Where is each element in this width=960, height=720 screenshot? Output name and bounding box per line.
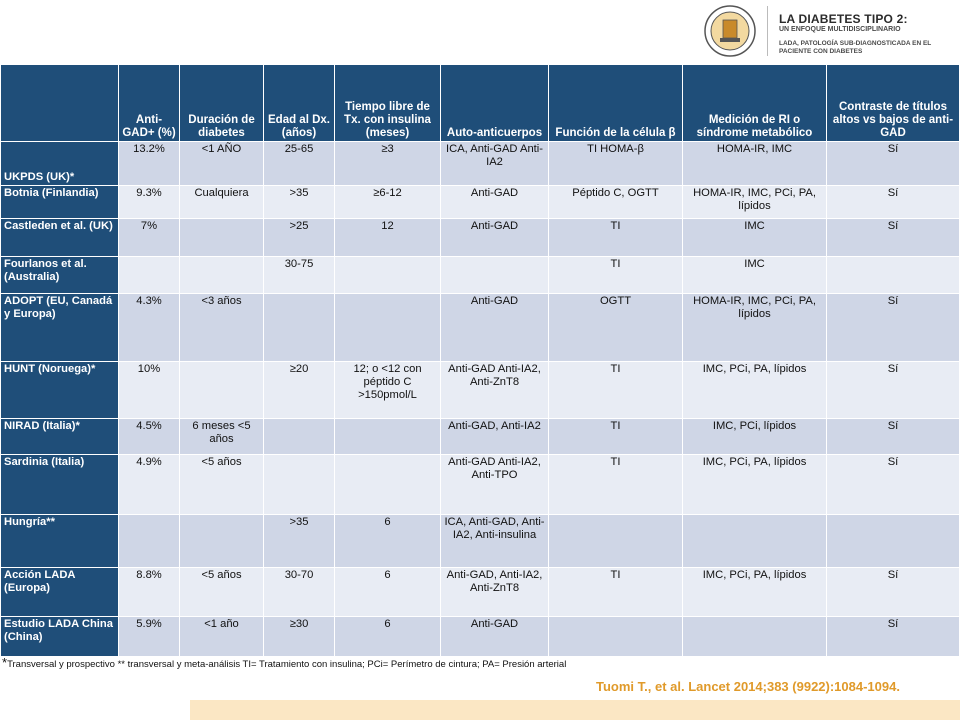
table-cell: Anti-GAD [441,219,549,257]
table-cell: TI [549,219,683,257]
table-cell: Anti-GAD [441,186,549,219]
table-cell: Cualquiera [180,186,264,219]
study-name-cell: Acción LADA (Europa) [1,568,119,617]
table-cell: 4.9% [119,455,180,515]
table-cell: TI [549,257,683,294]
table-cell [683,617,827,657]
study-name-cell: NIRAD (Italia)* [1,419,119,455]
table-cell [180,515,264,568]
bottom-bar [190,700,960,720]
footnote-star: * [2,655,8,670]
table-row [1,455,960,515]
table-row [1,219,960,257]
table-cell [180,219,264,257]
table-cell: Sí [827,142,960,186]
table-cell: ≥20 [264,362,335,419]
table-cell [264,455,335,515]
table-cell: 12; o <12 con péptido C >150pmol/L [335,362,441,419]
table-cell [683,515,827,568]
header-subtitle: UN ENFOQUE MULTIDISCIPLINARIO [779,26,901,33]
table-cell [264,294,335,362]
table-cell: Sí [827,568,960,617]
table-cell: 6 [335,568,441,617]
column-header: Duración de diabetes [180,65,264,142]
table-cell: IMC [683,219,827,257]
table-cell: <1 año [180,617,264,657]
table-cell: OGTT [549,294,683,362]
table-cell: 4.5% [119,419,180,455]
study-name-cell: Sardinia (Italia) [1,455,119,515]
table-cell [549,515,683,568]
table-cell: >25 [264,219,335,257]
lada-studies-table [0,64,960,657]
table-cell: IMC, PCi, PA, lípidos [683,362,827,419]
table-cell: 12 [335,219,441,257]
table-cell [827,515,960,568]
table-cell: <3 años [180,294,264,362]
table-cell: Anti-GAD [441,294,549,362]
table-cell: 8.8% [119,568,180,617]
table-cell: TI [549,362,683,419]
study-name-cell: UKPDS (UK)* [1,142,119,186]
study-name-cell: Hungría** [1,515,119,568]
table-row [1,294,960,362]
table-cell [335,294,441,362]
table-header-row [1,65,960,142]
table-cell [180,257,264,294]
table-cell: TI [549,568,683,617]
table-cell: Sí [827,294,960,362]
table-cell: Sí [827,362,960,419]
table-cell [827,257,960,294]
table-cell: TI HOMA-β [549,142,683,186]
table-cell [119,257,180,294]
footnote [2,655,566,670]
table-cell: 30-70 [264,568,335,617]
table-cell [180,362,264,419]
table-cell: Sí [827,455,960,515]
table-cell: ICA, Anti-GAD Anti-IA2 [441,142,549,186]
table-cell [441,257,549,294]
table-row [1,362,960,419]
study-name-cell: Fourlanos et al.(Australia) [1,257,119,294]
table-cell: 6 meses <5 años [180,419,264,455]
table-cell: Sí [827,419,960,455]
table-row [1,419,960,455]
table-cell: ≥30 [264,617,335,657]
column-header: Auto-anticuerpos [441,65,549,142]
table-cell [335,419,441,455]
table-cell: Anti-GAD Anti-IA2, Anti-TPO [441,455,549,515]
table-cell: IMC, PCi, lípidos [683,419,827,455]
citation: Tuomi T., et al. Lancet 2014;383 (9922):1084-1094. [596,679,900,694]
column-header: Edad al Dx. (años) [264,65,335,142]
university-seal-icon [703,4,757,58]
table-cell: Anti-GAD Anti-IA2, Anti-ZnT8 [441,362,549,419]
column-header: Anti-GAD+ (%) [119,65,180,142]
table-cell: 6 [335,515,441,568]
table-cell: IMC, PCi, PA, lípidos [683,455,827,515]
table-cell: HOMA-IR, IMC, PCi, PA, lípidos [683,186,827,219]
table-cell: 13.2% [119,142,180,186]
table-cell [264,419,335,455]
footnote-text: Transversal y prospectivo ** transversal y meta-análisis TI= Tratamiento con insulina; PCi= Perímetro de cintura; PA= Presión arterial [7,659,567,670]
table-cell: TI [549,419,683,455]
table-cell: 25-65 [264,142,335,186]
table-cell: >35 [264,515,335,568]
table-cell: >35 [264,186,335,219]
table-cell: ≥6-12 [335,186,441,219]
table-cell: Péptido C, OGTT [549,186,683,219]
table-cell [335,455,441,515]
table-row [1,568,960,617]
table-row [1,617,960,657]
table-cell: 4.3% [119,294,180,362]
table-cell: 30-75 [264,257,335,294]
table-cell: ≥3 [335,142,441,186]
column-header: Función de la célula β [549,65,683,142]
table-cell [335,257,441,294]
table-cell: 9.3% [119,186,180,219]
table-cell: IMC, PCi, PA, lípidos [683,568,827,617]
header-title: LA DIABETES TIPO 2: [779,12,908,26]
table-row [1,142,960,186]
header-separator [767,6,768,56]
table-cell: 7% [119,219,180,257]
table-cell: IMC [683,257,827,294]
table-row [1,257,960,294]
study-name-cell: Estudio LADA China (China) [1,617,119,657]
table-cell: 5.9% [119,617,180,657]
table-cell: Anti-GAD, Anti-IA2, Anti-ZnT8 [441,568,549,617]
table-cell: HOMA-IR, IMC, PCi, PA, lípidos [683,294,827,362]
column-header: Medición de RI o síndrome metabólico [683,65,827,142]
table-cell: Anti-GAD [441,617,549,657]
header-subtitle-topic: LADA, PATOLOGÍA SUB-DIAGNOSTICADA EN EL PACIENTE CON DIABETES [779,40,932,55]
table-cell: <1 AÑO [180,142,264,186]
table-cell: Sí [827,219,960,257]
study-name-cell: Botnia (Finlandia) [1,186,119,219]
column-header: Tiempo libre de Tx. con insulina (meses) [335,65,441,142]
table-row [1,515,960,568]
table-cell [119,515,180,568]
table-cell: TI [549,455,683,515]
table-cell: Sí [827,186,960,219]
column-header: Contraste de títulos altos vs bajos de anti-GAD [827,65,960,142]
table-cell: <5 años [180,455,264,515]
column-header [1,65,119,142]
table-row [1,186,960,219]
table-cell: 6 [335,617,441,657]
table-cell: Anti-GAD, Anti-IA2 [441,419,549,455]
table-cell: <5 años [180,568,264,617]
table-cell: 10% [119,362,180,419]
study-name-cell: HUNT (Noruega)* [1,362,119,419]
table-cell: Sí [827,617,960,657]
study-name-cell: Castleden et al. (UK) [1,219,119,257]
study-name-cell: ADOPT (EU, Canadá y Europa) [1,294,119,362]
table-cell: ICA, Anti-GAD, Anti-IA2, Anti-insulina [441,515,549,568]
table-cell [549,617,683,657]
table-cell: HOMA-IR, IMC [683,142,827,186]
